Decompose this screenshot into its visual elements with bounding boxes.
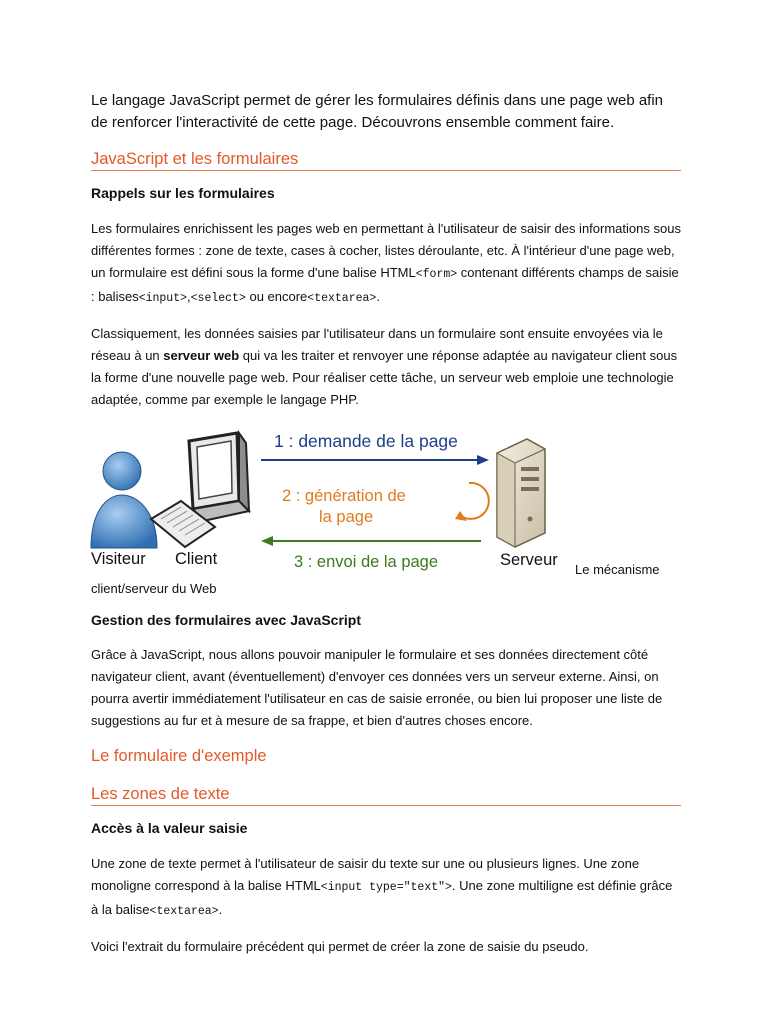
text: ,	[187, 289, 191, 304]
cycle-label-line2: la page	[319, 508, 374, 526]
cycle-generate-page	[282, 483, 489, 526]
code-textarea-tag: <textarea>	[149, 905, 219, 918]
text: ou encore	[245, 289, 308, 304]
text: Les formulaires enrichissent les pages web en permettant à l'utilisateur de saisir des informations sous différentes formes : zone de texte, cases à cocher, listes déroulante, etc. À l'intérieur d'une page web, un formulaire est défini sous la forme d'une balise HTML	[91, 221, 681, 280]
text: .	[218, 902, 223, 917]
text: Une zone de texte permet à l'utilisateur de saisir du texte sur une ou plusieurs lignes. Une zone monoligne correspond à la balise HTML	[91, 856, 640, 893]
paragraph-web-server	[91, 323, 681, 411]
document-content	[91, 90, 681, 958]
label-server: Serveur	[500, 551, 558, 569]
section-heading-javascript-forms: JavaScript et les formulaires	[91, 149, 681, 171]
text: .	[376, 289, 380, 304]
bold-web-server: serveur web	[163, 348, 240, 363]
server-tower-icon	[497, 439, 545, 547]
text: . Une zone multiligne est définie grâce à la balise	[91, 878, 673, 917]
paragraph-forms-reminder	[91, 218, 681, 310]
subheading-access-value: Accès à la valeur saisie	[91, 820, 248, 836]
text: Classiquement, les données saisies par l'utilisateur dans un formulaire sont ensuite envoyées via le réseau à un	[91, 326, 663, 363]
client-server-figure	[91, 423, 681, 583]
section-heading-text-fields: Les zones de texte	[91, 784, 681, 806]
section-heading-example-form: Le formulaire d'exemple	[91, 747, 267, 765]
cycle-label-line1: 2 : génération de	[282, 487, 406, 505]
client-server-diagram	[89, 423, 569, 583]
arrow-send-page-label: 3 : envoi de la page	[294, 553, 439, 571]
arrow-request-page	[261, 431, 489, 465]
text: qui va les traiter et renvoyer une réponse adaptée au navigateur client sous la forme d'une nouvelle page web. Pour réaliser cette tâche, un serveur web emploie une technologie adaptée, comme par exemple le langage PHP.	[91, 348, 678, 407]
code-select-tag: <select>	[190, 292, 246, 305]
paragraph-pseudo-field: Voici l'extrait du formulaire précédent qui permet de créer la zone de saisie du pseudo.	[91, 939, 589, 954]
arrow-send-page	[261, 536, 481, 571]
cycle-arrow-icon	[461, 483, 489, 519]
visitor-person-icon	[91, 452, 157, 548]
paragraph-text-zones	[91, 853, 681, 923]
code-textarea-tag: <textarea>	[307, 292, 377, 305]
label-visitor: Visiteur	[91, 550, 146, 568]
computer-monitor-icon	[189, 433, 249, 521]
figure-caption-right: Le mécanisme	[575, 562, 660, 577]
label-client: Client	[175, 550, 218, 568]
subheading-form-reminders: Rappels sur les formulaires	[91, 185, 275, 201]
text: contenant différents champs de saisie : balises	[91, 265, 679, 304]
intro-paragraph: Le langage JavaScript permet de gérer les formulaires définis dans une page web afin de renforcer l'interactivité de cette page. Découvrons ensemble comment faire.	[91, 92, 664, 131]
arrow-request-page-label: 1 : demande de la page	[274, 431, 458, 451]
code-form-tag: <form>	[415, 268, 458, 281]
subheading-form-handling-js: Gestion des formulaires avec JavaScript	[91, 612, 362, 628]
code-input-text-tag: <input type="text">	[320, 881, 452, 894]
paragraph-js-forms: Grâce à JavaScript, nous allons pouvoir manipuler le formulaire et ses données directement côté navigateur client, avant (éventuellement) d'envoyer ces données vers un serveur externe. Ainsi, on pourra avertir immédiatement l'utilisateur en cas de saisie erronée, ou bien lui proposer une liste de suggestions au fur et à mesure de sa frappe, et bien d'autres choses encore.	[91, 647, 663, 728]
figure-caption-left: client/serveur du Web	[91, 581, 217, 596]
code-input-tag: <input>	[138, 292, 188, 305]
